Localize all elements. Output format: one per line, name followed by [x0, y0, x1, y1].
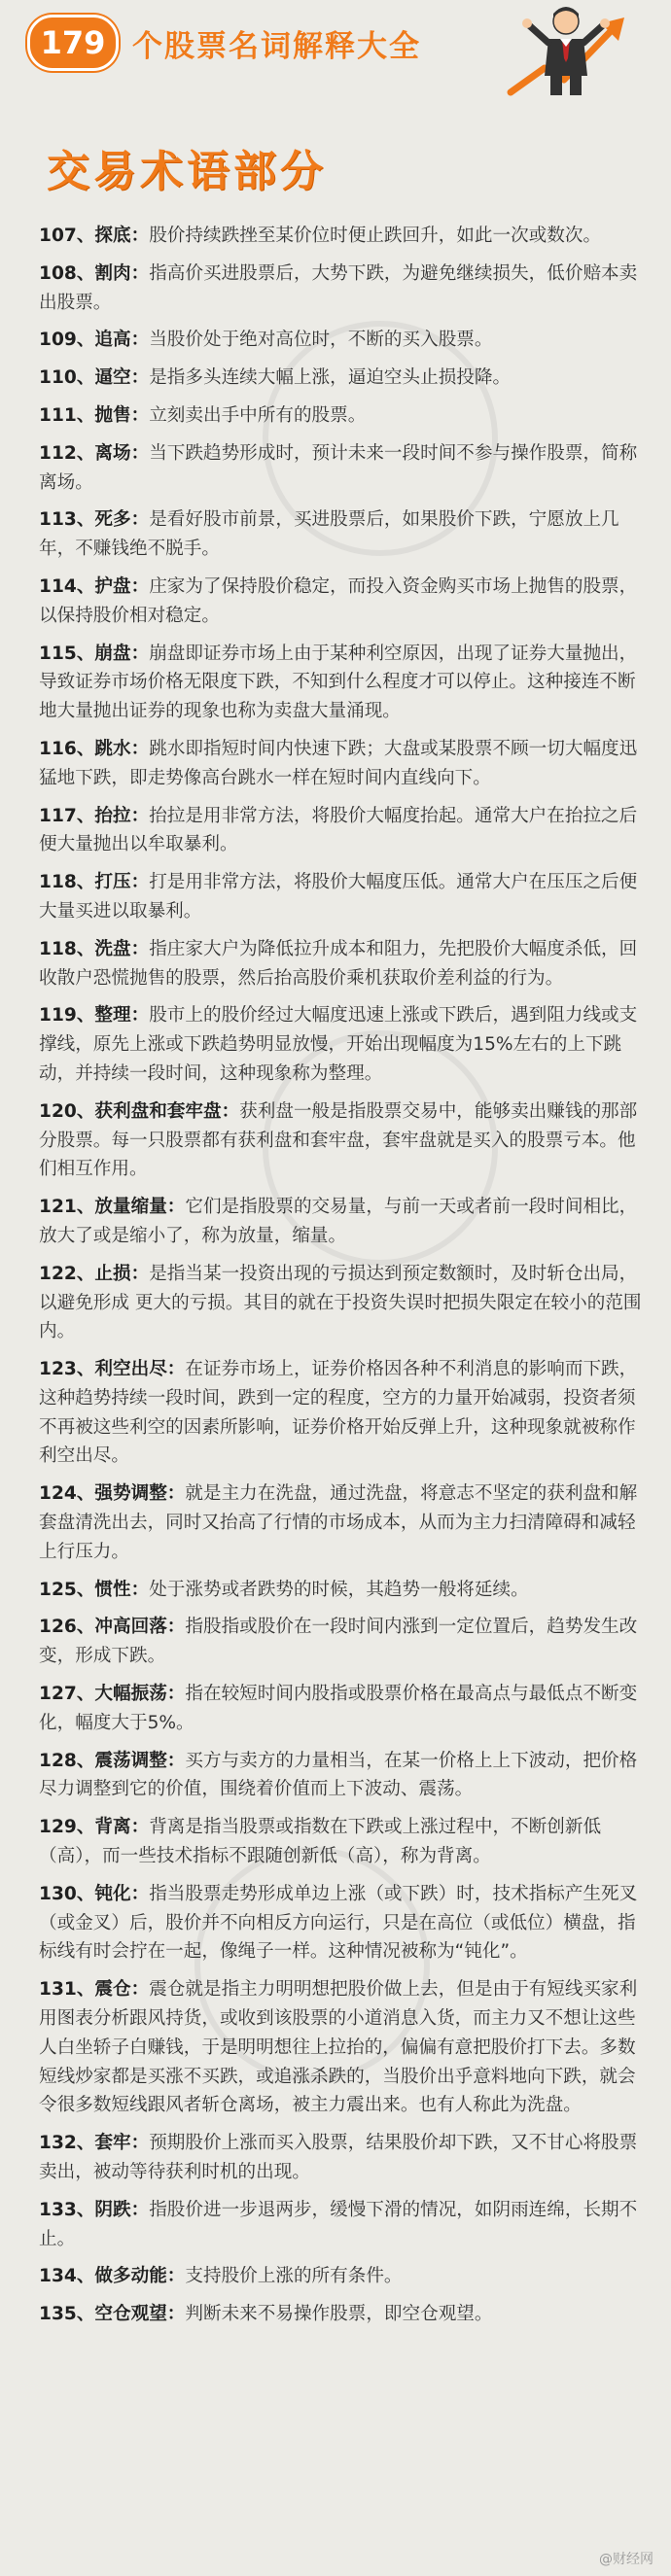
list-item: [39, 1680, 642, 1738]
list-item: [39, 2300, 642, 2329]
list-item: [39, 2262, 642, 2291]
term-definition: 是指当某一投资出现的亏损达到预定数额时，及时斩仓出局，以避免形成 更大的亏损。其目的就在于投资失误时把损失限定在较小的范围内。: [39, 1263, 642, 1342]
term-label: 118、打压：: [39, 872, 150, 893]
title-badge: [27, 17, 435, 68]
term-definition: 预期股价上涨而买入股票，结果股价却下跌，又不甘心将股票卖出，被动等待获利时机的出现。: [39, 2133, 638, 2183]
list-item: [39, 2129, 642, 2187]
term-label: 118、洗盘：: [39, 938, 150, 959]
list-item: [39, 401, 642, 431]
list-item: [39, 326, 642, 355]
term-definition: 抬拉是用非常方法，将股价大幅度抬起。通常大户在抬拉之后便大量抛出以牟取暴利。: [39, 805, 638, 855]
list-item: [39, 735, 642, 793]
term-definition: 是指多头连续大幅上涨，逼迫空头止损投降。: [149, 367, 512, 389]
list-item: [39, 802, 642, 860]
term-definition: 是看好股市前景，买进股票后，如果股价下跌，宁愿放上几年，不赚钱绝不脱手。: [39, 509, 619, 560]
term-label: 125、惯性：: [39, 1579, 150, 1600]
term-label: 112、离场：: [39, 442, 150, 464]
term-definition: 指庄家大户为降低拉升成本和阻力，先把股价大幅度杀低，回收散户恐慌抛售的股票，然后抬高股价乘机获取价差利益的行为。: [39, 938, 638, 989]
term-label: 111、抛售：: [39, 404, 150, 426]
list-item: [39, 1880, 642, 1967]
term-definition: 当股价处于绝对高位时，不断的买入股票。: [149, 330, 493, 351]
term-label: 128、震荡调整：: [39, 1750, 186, 1771]
list-item: [39, 1097, 642, 1184]
term-definition: 背离是指当股票或指数在下跌或上涨过程中，不断创新低（高），而一些技术指标不跟随创新低（高），称为背离。: [39, 1817, 602, 1867]
term-definition: 判断未来不易操作股票，即空仓观望。: [185, 2304, 493, 2325]
term-label: 114、护盘：: [39, 575, 150, 597]
list-item: [39, 1613, 642, 1671]
list-item: [39, 364, 642, 393]
term-label: 129、背离：: [39, 1817, 150, 1838]
term-label: 119、整理：: [39, 1005, 150, 1027]
term-label: 122、止损：: [39, 1263, 150, 1284]
list-item: [39, 1260, 642, 1346]
term-label: 113、死多：: [39, 509, 150, 531]
term-definition: 立刻卖出手中所有的股票。: [149, 404, 367, 426]
term-label: 117、抬拉：: [39, 805, 150, 826]
term-definition: 打是用非常方法，将股价大幅度压低。通常大户在压压之后便大量买进以取暴利。: [39, 872, 638, 922]
term-label: 107、探底：: [39, 226, 150, 246]
term-definition: 支持股价上涨的所有条件。: [185, 2266, 403, 2287]
list-item: [39, 573, 642, 631]
term-label: 116、跳水：: [39, 738, 150, 759]
term-label: 127、大幅振荡：: [39, 1684, 186, 1705]
list-item: [39, 2196, 642, 2254]
term-definition: 股市上的股价经过大幅度迅速上涨或下跌后，遇到阻力线或支撑线，原先上涨或下跌趋势明显放慢，开始出现幅度为15%左右的上下跳动，并持续一段时间，这种现象称为整理。: [39, 1005, 638, 1084]
term-definition: 当下跌趋势形成时，预计未来一段时间不参与操作股票，简称离场。: [39, 442, 638, 493]
terms-list: [39, 222, 642, 2338]
section-title: 交易术语部分: [47, 147, 327, 196]
term-label: 115、崩盘：: [39, 643, 150, 664]
list-item: [39, 1479, 642, 1566]
term-label: 131、震仓：: [39, 1979, 150, 2001]
term-label: 109、追高：: [39, 330, 150, 351]
list-item: [39, 1813, 642, 1871]
list-item: [39, 1355, 642, 1471]
list-item: [39, 505, 642, 564]
term-definition: 买方与卖方的力量相当，在某一价格上上下波动，把价格尽力调整到它的价值，围绕着价值而上下波动、震荡。: [39, 1750, 638, 1800]
list-item: [39, 439, 642, 498]
list-item: [39, 1576, 642, 1605]
list-item: [39, 222, 642, 251]
term-label: 110、逼空：: [39, 367, 150, 389]
list-item: [39, 1001, 642, 1088]
list-item: [39, 935, 642, 993]
term-label: 123、利空出尽：: [39, 1359, 186, 1380]
businessman-illustration-icon: [506, 0, 632, 102]
term-label: 132、套牢：: [39, 2133, 150, 2154]
list-item: [39, 1975, 642, 2120]
term-definition: 庄家为了保持股价稳定，而投入资金购买市场上抛售的股票，以保持股价相对稳定。: [39, 575, 638, 626]
header: [0, 0, 671, 107]
term-definition: 指股价进一步退两步，缓慢下滑的情况，如阴雨连绵，长期不止。: [39, 2199, 638, 2249]
term-label: 126、冲高回落：: [39, 1617, 186, 1638]
term-label: 124、强势调整：: [39, 1483, 186, 1505]
list-item: [39, 1193, 642, 1251]
list-item: [39, 1747, 642, 1805]
term-definition: 指高价买进股票后，大势下跌，为避免继续损失，低价赔本卖出股票。: [39, 262, 638, 313]
term-definition: 跳水即指短时间内快速下跌；大盘或某股票不顾一切大幅度迅猛地下跌，即走势像高台跳水一样在短时间内直线向下。: [39, 738, 638, 788]
term-definition: 崩盘即证券市场上由于某种利空原因，出现了证券大量抛出，导致证券市场价格无限度下跌，不知到什么程度才可以停止。这种接连不断地大量抛出证券的现象也称为卖盘大量涌现。: [39, 643, 638, 722]
list-item: [39, 260, 642, 318]
term-definition: 获利盘一般是指股票交易中，能够卖出赚钱的那部分股票。每一只股票都有获利盘和套牢盘，套牢盘就是买入的股票亏本。他们相互作用。: [39, 1100, 638, 1180]
term-definition: 处于涨势或者跌势的时候，其趋势一般将延续。: [149, 1579, 529, 1600]
list-item: [39, 868, 642, 926]
term-label: 135、空仓观望：: [39, 2304, 186, 2325]
badge-number: 179: [27, 15, 119, 71]
list-item: [39, 640, 642, 726]
term-definition: 指股指或股价在一段时间内涨到一定位置后，趋势发生改变，形成下跌。: [39, 1617, 638, 1667]
term-definition: 指当股票走势形成单边上涨（或下跌）时，技术指标产生死叉（或金叉）后，股价并不向相反方向运行，只是在高位（或低位）横盘，指标线有时会拧在一起，像绳子一样。这种情况被称为“钝化”。: [39, 1883, 638, 1963]
term-label: 130、钝化：: [39, 1883, 150, 1904]
term-label: 120、获利盘和套牢盘：: [39, 1100, 240, 1122]
term-label: 134、做多动能：: [39, 2266, 186, 2287]
term-definition: 它们是指股票的交易量，与前一天或者前一段时间相比，放大了或是缩小了，称为放量，缩量。: [39, 1197, 638, 1246]
term-label: 121、放量缩量：: [39, 1197, 186, 1218]
term-definition: 股价持续跌挫至某价位时便止跌回升，如此一次或数次。: [149, 226, 602, 246]
term-label: 108、割肉：: [39, 262, 150, 284]
page-title: 个股票名词解释大全: [132, 28, 421, 64]
term-definition: 震仓就是指主力明明想把股价做上去，但是由于有短线买家利用图表分析跟风持货，或收到该股票的小道消息入货，而主力又不想让这些人白坐轿子白赚钱，于是明明想往上拉抬的，偏偏有意把股价打下去。多数短线炒家都是买涨不买跌，或追涨杀跌的，当股价出乎意料地向下跌，就会令很多数短线跟风者斩仓离场，被主力震出来。也有人称此为洗盘。: [39, 1979, 638, 2116]
term-definition: 在证券市场上，证券价格因各种不利消息的影响而下跌，这种趋势持续一段时间，跌到一定的程度，空方的力量开始减弱，投资者须不再被这些利空的因素所影响，证券价格开始反弹上升，这种现象就被称作利空出尽。: [39, 1359, 638, 1467]
footer-credit: @财经网: [599, 2552, 653, 2567]
term-definition: 就是主力在洗盘，通过洗盘，将意志不坚定的获利盘和解套盘清洗出去，同时又抬高了行情的市场成本，从而为主力扫清障碍和减轻上行压力。: [39, 1483, 638, 1562]
term-label: 133、阴跌：: [39, 2199, 150, 2220]
term-definition: 指在较短时间内股指或股票价格在最高点与最低点不断变化，幅度大于5%。: [39, 1684, 638, 1733]
